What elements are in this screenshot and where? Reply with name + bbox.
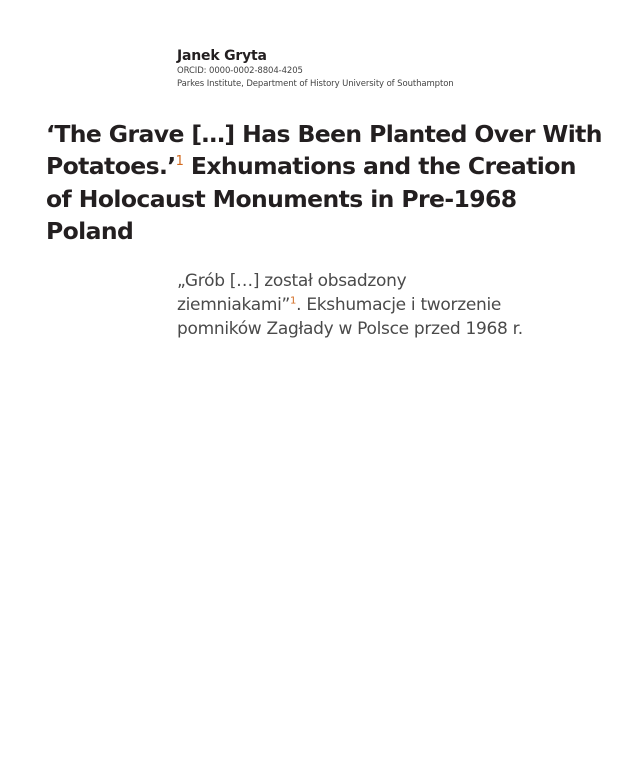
subtitle-line-1: „Grób […] został obsadzony [177,271,407,291]
article-title [46,118,602,247]
subtitle-line-3: pomników Zagłady w Polsce przed 1968 r. [177,319,523,339]
title-line-3: of Holocaust Monuments in Pre-1968 [46,184,517,213]
title-line-2-end: Exhumations and the Creation [183,152,576,181]
author-block [177,47,597,91]
title-line-1: ‘The Grave […] Has Been Planted Over With [46,120,602,148]
subtitle-line-2-end: . Ekshumacje i tworzenie [296,295,502,315]
author-affiliation: Parkes Institute, Department of History University of Southampton [177,79,454,89]
title-line-2-start: Potatoes.’ [46,152,176,181]
article-subtitle-polish [177,269,597,341]
title-footnote-marker: 1 [175,154,184,170]
title-line-4: Poland [46,216,134,245]
author-orcid: ORCID: 0000-0002-8804-4205 [177,66,303,76]
author-name: Janek Gryta [177,48,267,64]
subtitle-line-2-start: ziemniakami” [177,295,291,315]
subtitle-line-2 [177,293,597,317]
subtitle-footnote-marker: 1 [290,295,297,307]
title-line-2 [46,150,576,182]
